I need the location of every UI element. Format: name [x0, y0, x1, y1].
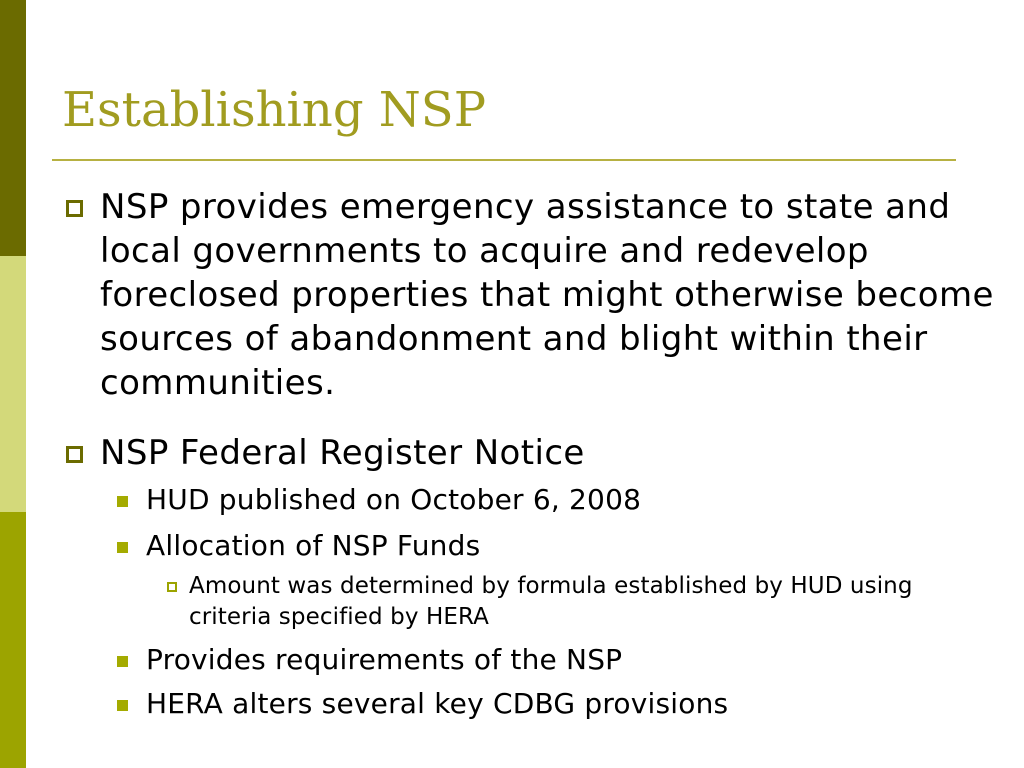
- sub-bullet-text: Allocation of NSP Funds: [146, 529, 481, 562]
- hollow-square-bullet-icon: [66, 446, 83, 463]
- filled-square-bullet-icon: [117, 496, 128, 507]
- bullet-item: [100, 431, 1000, 475]
- sub-sub-bullet-text: Amount was determined by formula established by HUD using criteria specified by HERA: [189, 573, 913, 630]
- sub-bullet-item: [146, 686, 996, 722]
- sub-bullet-item: [146, 642, 996, 678]
- bullet-text: NSP provides emergency assistance to state and local governments to acquire and redevelop foreclosed properties that might otherwise become sources of abandonment and blight within their communities.: [100, 187, 994, 403]
- sub-bullet-text: HERA alters several key CDBG provisions: [146, 687, 729, 720]
- sub-bullet-text: Provides requirements of the NSP: [146, 643, 623, 676]
- filled-square-bullet-icon: [117, 542, 128, 553]
- bullet-item: [100, 185, 1000, 405]
- filled-square-bullet-icon: [117, 656, 128, 667]
- slide-title: Establishing NSP: [62, 82, 486, 138]
- sub-bullet-item: [146, 528, 996, 564]
- sub-sub-bullet-item: [189, 571, 949, 633]
- small-hollow-square-bullet-icon: [167, 582, 177, 592]
- hollow-square-bullet-icon: [66, 200, 83, 217]
- bullet-text: NSP Federal Register Notice: [100, 433, 585, 473]
- sub-bullet-text: HUD published on October 6, 2008: [146, 483, 642, 516]
- filled-square-bullet-icon: [117, 700, 128, 711]
- sub-bullet-item: [146, 482, 996, 518]
